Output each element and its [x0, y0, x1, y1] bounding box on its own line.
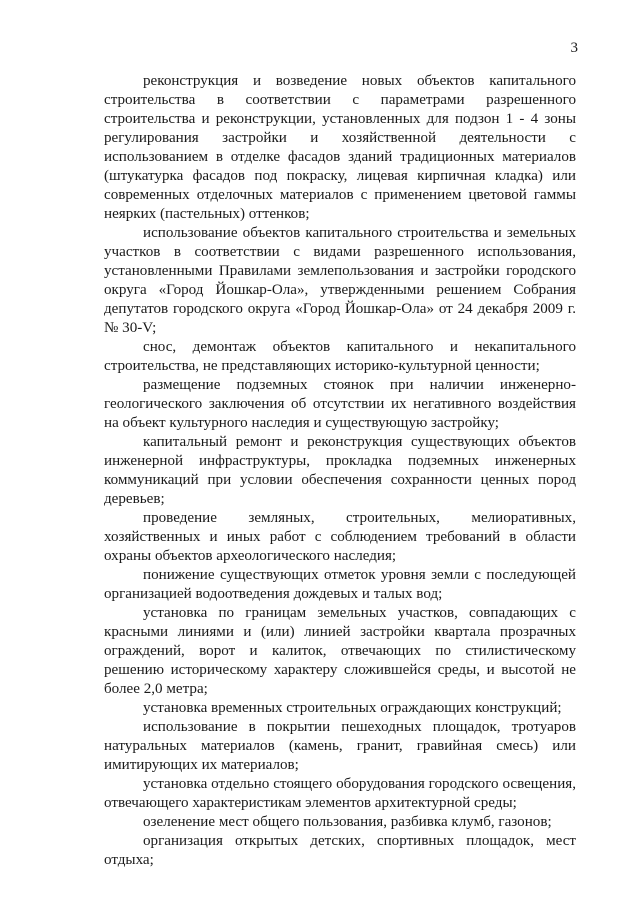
paragraph-9: установка временных строительных ограждающих конструкций; [143, 700, 562, 716]
page-number: 3 [570, 40, 578, 56]
body-text [104, 72, 576, 870]
paragraph-2: использование объектов капитального строительства и земельных участков в соответствии с видами разрешенного использования, установленными Правилами землепользования и застройки городского округа «Город Йошкар-Ола», утвержденными решением Собрания депутатов городского округа «Город Йошкар-Ола» от 24 декабря 2009 г. № 30-V; [104, 225, 576, 336]
paragraph-1: реконструкция и возведение новых объектов капитального строительства в соответствии с параметрами разрешенного строительства и реконструкции, установленных для подзон 1 - 4 зоны регулирования застройки и хозяйственной деятельности с использованием в отделке фасадов зданий традиционных материалов (штукатурка фасадов под покраску, лицевая кирпичная кладка) или современных отделочных материалов с применением цветовой гаммы неярких (пастельных) оттенков; [104, 73, 576, 222]
paragraph-7: понижение существующих отметок уровня земли с последующей организацией водоотведения дождевых и талых вод; [104, 567, 576, 602]
paragraph-11: установка отдельно стоящего оборудования городского освещения, отвечающего характеристикам элементов архитектурной среды; [104, 776, 576, 811]
paragraph-10: использование в покрытии пешеходных площадок, тротуаров натуральных материалов (камень, гранит, гравийная смесь) или имитирующих их материалов; [104, 719, 576, 773]
paragraph-12: озеленение мест общего пользования, разбивка клумб, газонов; [143, 814, 552, 830]
paragraph-3: снос, демонтаж объектов капитального и некапитального строительства, не представляющих историко-культурной ценности; [104, 339, 576, 374]
paragraph-6: проведение земляных, строительных, мелиоративных, хозяйственных и иных работ с соблюдением требований в области охраны объектов археологического наследия; [104, 510, 576, 564]
paragraph-8: установка по границам земельных участков, совпадающих с красными линиями и (или) линией застройки квартала прозрачных ограждений, ворот и калиток, отвечающих по стилистическому решению историческому характеру сложившейся среды, и высотой не более 2,0 метра; [104, 605, 576, 697]
paragraph-4: размещение подземных стоянок при наличии инженерно-геологического заключения об отсутствии их негативного воздействия на объект культурного наследия и существующую застройку; [104, 377, 576, 431]
paragraph-5: капитальный ремонт и реконструкция существующих объектов инженерной инфраструктуры, прокладка подземных инженерных коммуникаций при условии обеспечения сохранности ценных пород деревьев; [104, 434, 576, 507]
paragraph-13: организация открытых детских, спортивных площадок, мест отдыха; [104, 833, 576, 868]
